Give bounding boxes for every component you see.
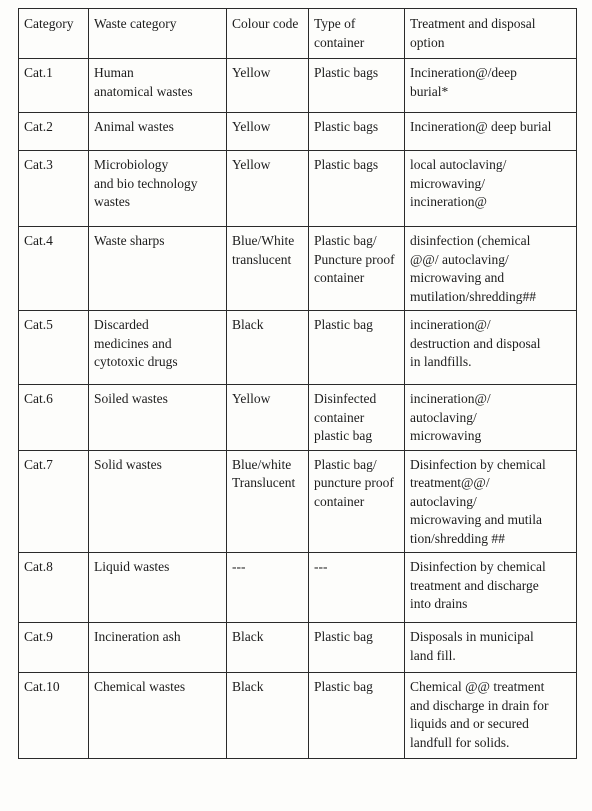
header-treatment: Treatment and disposal option (405, 9, 577, 59)
cell-waste-category: Chemical wastes (89, 673, 227, 759)
cell-treatment: Disposals in municipal land fill. (405, 623, 577, 673)
cell-container-type: Plastic bag/ puncture proof container (309, 450, 405, 553)
cell-category: Cat.6 (19, 385, 89, 451)
table-row (19, 385, 577, 451)
cell-category: Cat.10 (19, 673, 89, 759)
cell-treatment: incineration@/ destruction and disposal in landfills. (405, 311, 577, 385)
cell-waste-category: Waste sharps (89, 227, 227, 311)
cell-treatment: Chemical @@ treatment and discharge in drain for liquids and or secured landfull for solids. (405, 673, 577, 759)
waste-disposal-table (18, 8, 577, 759)
table-row (19, 59, 577, 113)
table-header-row (19, 9, 577, 59)
cell-colour-code: Blue/white Translucent (227, 450, 309, 553)
header-colour-code: Colour code (227, 9, 309, 59)
table-row (19, 450, 577, 553)
cell-category: Cat.4 (19, 227, 89, 311)
cell-waste-category: Discarded medicines and cytotoxic drugs (89, 311, 227, 385)
cell-waste-category: Solid wastes (89, 450, 227, 553)
header-container-type: Type of container (309, 9, 405, 59)
table-row (19, 553, 577, 623)
table-row (19, 113, 577, 151)
cell-container-type: Plastic bag/ Puncture proof container (309, 227, 405, 311)
cell-waste-category: Human anatomical wastes (89, 59, 227, 113)
cell-waste-category: Liquid wastes (89, 553, 227, 623)
cell-colour-code: --- (227, 553, 309, 623)
cell-treatment: Incineration@ deep burial (405, 113, 577, 151)
cell-category: Cat.9 (19, 623, 89, 673)
cell-container-type: Plastic bags (309, 113, 405, 151)
header-category: Category (19, 9, 89, 59)
cell-colour-code: Yellow (227, 151, 309, 227)
cell-category: Cat.2 (19, 113, 89, 151)
header-waste-category: Waste category (89, 9, 227, 59)
cell-category: Cat.3 (19, 151, 89, 227)
table-row (19, 311, 577, 385)
cell-treatment: local autoclaving/ microwaving/ incineration@ (405, 151, 577, 227)
cell-container-type: Plastic bag (309, 623, 405, 673)
cell-category: Cat.8 (19, 553, 89, 623)
cell-treatment: Disinfection by chemical treatment@@/ autoclaving/ microwaving and mutila tion/shredding ## (405, 450, 577, 553)
cell-colour-code: Yellow (227, 385, 309, 451)
cell-waste-category: Incineration ash (89, 623, 227, 673)
cell-container-type: Plastic bags (309, 151, 405, 227)
cell-colour-code: Blue/White translucent (227, 227, 309, 311)
table-row (19, 151, 577, 227)
table-row (19, 623, 577, 673)
cell-category: Cat.5 (19, 311, 89, 385)
cell-colour-code: Yellow (227, 113, 309, 151)
cell-category: Cat.7 (19, 450, 89, 553)
cell-treatment: Incineration@/deep burial* (405, 59, 577, 113)
table-row (19, 673, 577, 759)
cell-colour-code: Black (227, 623, 309, 673)
cell-colour-code: Yellow (227, 59, 309, 113)
cell-container-type: Disinfected container plastic bag (309, 385, 405, 451)
cell-treatment: incineration@/ autoclaving/ microwaving (405, 385, 577, 451)
cell-container-type: Plastic bag (309, 673, 405, 759)
cell-colour-code: Black (227, 673, 309, 759)
cell-waste-category: Animal wastes (89, 113, 227, 151)
table-row (19, 227, 577, 311)
cell-waste-category: Microbiology and bio technology wastes (89, 151, 227, 227)
cell-colour-code: Black (227, 311, 309, 385)
cell-treatment: disinfection (chemical @@/ autoclaving/ microwaving and mutilation/shredding## (405, 227, 577, 311)
cell-waste-category: Soiled wastes (89, 385, 227, 451)
cell-category: Cat.1 (19, 59, 89, 113)
cell-treatment: Disinfection by chemical treatment and discharge into drains (405, 553, 577, 623)
cell-container-type: --- (309, 553, 405, 623)
cell-container-type: Plastic bag (309, 311, 405, 385)
cell-container-type: Plastic bags (309, 59, 405, 113)
